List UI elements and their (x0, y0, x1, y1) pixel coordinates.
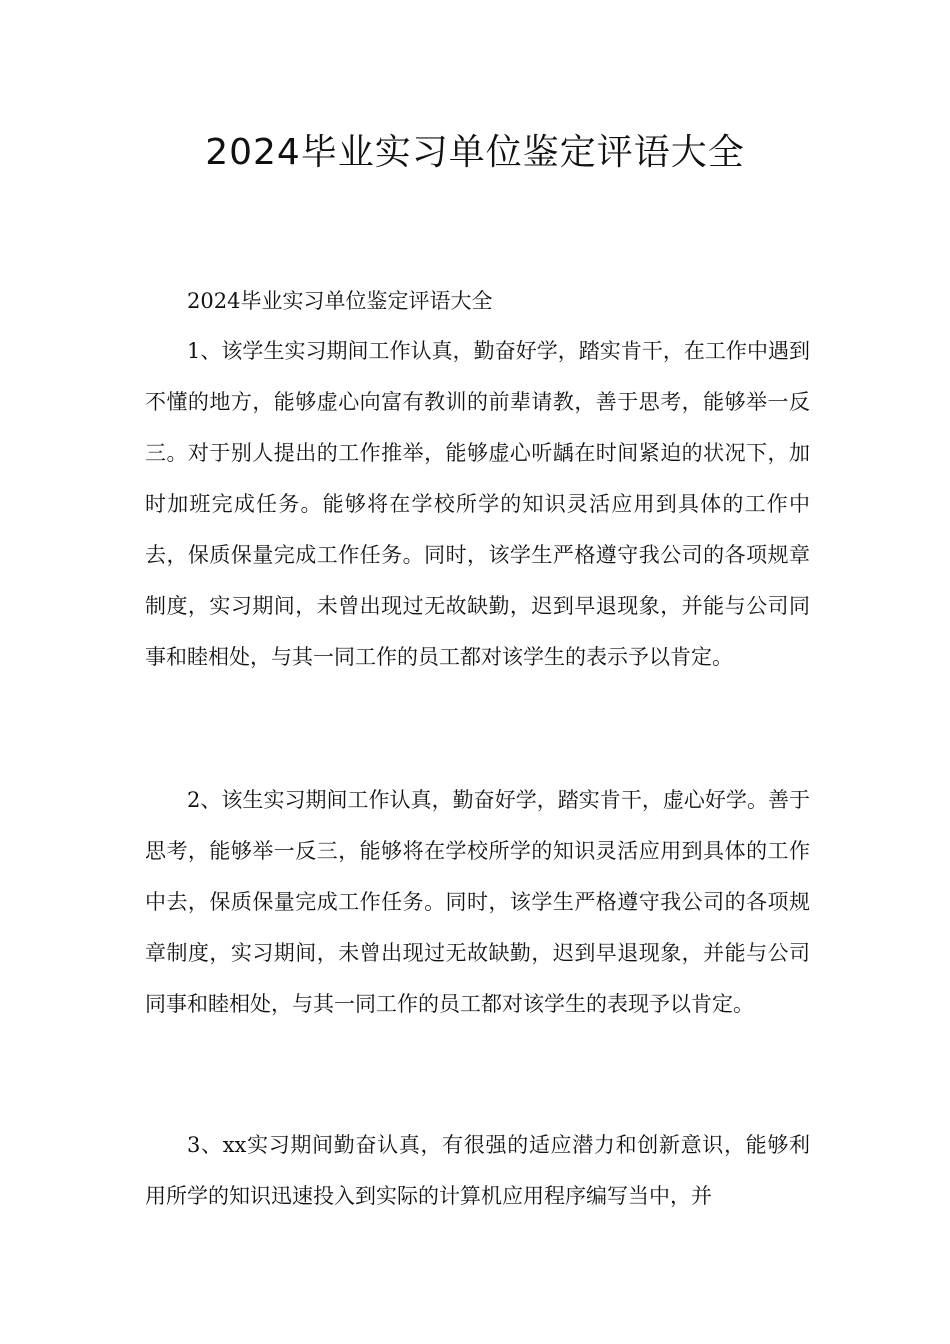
paragraph-1: 1、该学生实习期间工作认真，勤奋好学，踏实肯干，在工作中遇到不懂的地方，能够虚心向富有教训的前辈请教，善于思考，能够举一反三。对于别人提出的工作推举，能够虚心听龋在时间紧迫的状况下，加时加班完成任务。能够将在学校所学的知识灵活应用到具体的工作中去，保质保量完成工作任务。同时，该学生严格遵守我公司的各项规章制度，实习期间，未曾出现过无故缺勤，迟到早退现象，并能与公司同事和睦相处，与其一同工作的员工都对该学生的表示予以肯定。 (145, 339, 810, 669)
paragraph-3: 3、xx实习期间勤奋认真，有很强的适应潜力和创新意识，能够利用所学的知识迅速投入到实际的计算机应用程序编写当中，并 (145, 1133, 810, 1208)
document-title: 2024毕业实习单位鉴定评语大全 (205, 132, 745, 173)
document-subtitle: 2024毕业实习单位鉴定评语大全 (187, 289, 493, 313)
paragraph-2: 2、该生实习期间工作认真，勤奋好学，踏实肯干，虚心好学。善于思考，能够举一反三，能够将在学校所学的知识灵活应用到具体的工作中去，保质保量完成工作任务。同时，该学生严格遵守我公司的各项规章制度，实习期间，未曾出现过无故缺勤，迟到早退现象，并能与公司同事和睦相处，与其一同工作的员工都对该学生的表现予以肯定。 (145, 788, 810, 1016)
